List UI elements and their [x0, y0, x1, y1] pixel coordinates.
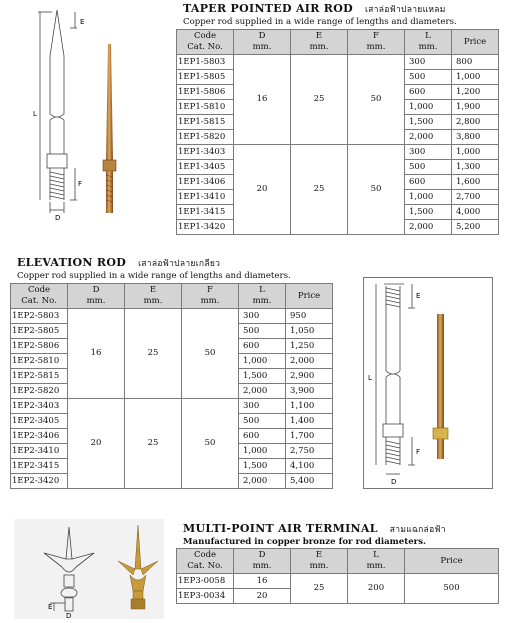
cell-code: 1EP1-5806 [177, 85, 234, 100]
table-row [11, 309, 333, 324]
cell-e: 25 [291, 55, 348, 145]
col-header-l: L mm. [239, 284, 286, 309]
cell-l: 500 [239, 414, 286, 429]
taper-rod-photo [98, 42, 128, 218]
col-header-f: F mm. [182, 284, 239, 309]
cell-price: 2,900 [286, 369, 333, 384]
cell-price: 2,700 [452, 190, 499, 205]
cell-l: 600 [405, 175, 452, 190]
cell-price: 4,100 [286, 459, 333, 474]
cell-code: 1EP3-0058 [177, 574, 234, 589]
title-thai: สามแฉกล่อฟ้า [389, 525, 446, 535]
cell-price: 1,300 [452, 160, 499, 175]
title-thai: เสาล่อฟ้าปลายแหลม [364, 5, 446, 15]
cell-price: 2,000 [286, 354, 333, 369]
cell-f: 50 [348, 145, 405, 235]
cell-d: 20 [234, 145, 291, 235]
cell-code: 1EP2-3406 [11, 429, 68, 444]
cell-l: 200 [348, 574, 405, 604]
cell-code: 1EP1-5815 [177, 115, 234, 130]
col-header-code: Code Cat. No. [177, 30, 234, 55]
cell-code: 1EP1-3406 [177, 175, 234, 190]
multi-point-table [176, 548, 499, 604]
cell-f: 50 [182, 309, 239, 399]
cell-l: 2,000 [239, 474, 286, 489]
cell-code: 1EP1-5820 [177, 130, 234, 145]
cell-l: 2,000 [239, 384, 286, 399]
table-row [177, 55, 499, 70]
cell-code: 1EP2-3420 [11, 474, 68, 489]
col-header-f: F mm. [348, 30, 405, 55]
cell-code: 1EP1-5803 [177, 55, 234, 70]
cell-l: 600 [239, 429, 286, 444]
cell-l: 1,000 [239, 354, 286, 369]
section-subtitle: Copper rod supplied in a wide range of lengths and diameters. [17, 271, 291, 281]
cell-code: 1EP1-5810 [177, 100, 234, 115]
cell-l: 2,000 [405, 130, 452, 145]
cell-e: 25 [125, 309, 182, 399]
cell-code: 1EP2-5803 [11, 309, 68, 324]
cell-code: 1EP2-3415 [11, 459, 68, 474]
multi-point-image [14, 519, 164, 619]
cell-price: 1,400 [286, 414, 333, 429]
cell-d: 16 [234, 574, 291, 589]
cell-l: 1,000 [405, 190, 452, 205]
cell-code: 1EP1-3405 [177, 160, 234, 175]
cell-l: 600 [239, 339, 286, 354]
cell-price: 1,050 [286, 324, 333, 339]
cell-l: 1,500 [239, 369, 286, 384]
cell-price: 1,000 [452, 145, 499, 160]
cell-code: 1EP1-3415 [177, 205, 234, 220]
cell-d: 16 [68, 309, 125, 399]
cell-code: 1EP2-5810 [11, 354, 68, 369]
cell-price: 2,800 [452, 115, 499, 130]
col-header-l: L mm. [405, 30, 452, 55]
dim-label-e: E [80, 18, 85, 26]
col-header-e: E mm. [291, 30, 348, 55]
cell-e: 25 [291, 145, 348, 235]
cell-l: 1,500 [405, 205, 452, 220]
cell-l: 500 [239, 324, 286, 339]
cell-d: 20 [234, 589, 291, 604]
col-header-price: Price [452, 30, 499, 55]
cell-price: 1,600 [452, 175, 499, 190]
cell-price: 1,000 [452, 70, 499, 85]
cell-l: 300 [239, 309, 286, 324]
cell-price: 1,100 [286, 399, 333, 414]
cell-code: 1EP3-0034 [177, 589, 234, 604]
cell-price: 500 [405, 574, 499, 604]
title-text: MULTI-POINT AIR TERMINAL [183, 522, 378, 535]
dim-label-e: E [416, 292, 421, 300]
dim-label-f: F [78, 180, 83, 188]
cell-price: 4,000 [452, 205, 499, 220]
dim-label-e: E [48, 603, 53, 611]
cell-price: 5,400 [286, 474, 333, 489]
cell-l: 300 [405, 145, 452, 160]
cell-code: 1EP1-3410 [177, 190, 234, 205]
cell-price: 5,200 [452, 220, 499, 235]
cell-f: 50 [182, 399, 239, 489]
cell-l: 2,000 [405, 220, 452, 235]
section-subtitle: Manufactured in copper bronze for rod diameters. [183, 537, 427, 547]
cell-l: 1,500 [405, 115, 452, 130]
cell-code: 1EP2-3403 [11, 399, 68, 414]
cell-price: 2,750 [286, 444, 333, 459]
title-text: TAPER POINTED AIR ROD [183, 2, 353, 15]
dim-label-f: F [416, 448, 421, 456]
col-header-price: Price [286, 284, 333, 309]
section-title-multi-point [183, 522, 446, 536]
col-header-code: Code Cat. No. [11, 284, 68, 309]
table-row [177, 574, 499, 589]
section-title-taper-pointed [183, 2, 446, 16]
dim-label-l: L [368, 374, 372, 382]
col-header-d: D mm. [68, 284, 125, 309]
cell-price: 1,250 [286, 339, 333, 354]
cell-code: 1EP2-5805 [11, 324, 68, 339]
col-header-d: D mm. [234, 549, 291, 574]
cell-code: 1EP2-5815 [11, 369, 68, 384]
cell-l: 500 [405, 160, 452, 175]
cell-code: 1EP1-3403 [177, 145, 234, 160]
cell-code: 1EP2-3410 [11, 444, 68, 459]
cell-price: 1,700 [286, 429, 333, 444]
cell-price: 1,900 [452, 100, 499, 115]
cell-l: 1,500 [239, 459, 286, 474]
cell-l: 600 [405, 85, 452, 100]
section-title-elevation [17, 256, 220, 270]
cell-price: 3,900 [286, 384, 333, 399]
dim-label-l: L [33, 110, 37, 118]
dim-label-d: D [391, 478, 397, 486]
col-header-code: Code Cat. No. [177, 549, 234, 574]
cell-l: 1,000 [239, 444, 286, 459]
dim-label-d: D [66, 612, 72, 619]
cell-code: 1EP1-3420 [177, 220, 234, 235]
table-header-row [11, 284, 333, 309]
col-header-e: E mm. [291, 549, 348, 574]
cell-price: 800 [452, 55, 499, 70]
cell-code: 1EP2-5820 [11, 384, 68, 399]
taper-rod-table [176, 29, 499, 235]
table-header-row [177, 549, 499, 574]
cell-l: 300 [239, 399, 286, 414]
cell-d: 20 [68, 399, 125, 489]
cell-code: 1EP2-3405 [11, 414, 68, 429]
dim-label-d: D [55, 214, 61, 222]
table-row [177, 145, 499, 160]
taper-rod-diagram [30, 6, 90, 224]
cell-f: 50 [348, 55, 405, 145]
cell-price: 1,200 [452, 85, 499, 100]
cell-e: 25 [291, 574, 348, 604]
cell-l: 1,000 [405, 100, 452, 115]
elevation-rod-image [363, 277, 493, 489]
cell-l: 500 [405, 70, 452, 85]
title-text: ELEVATION ROD [17, 256, 127, 269]
cell-d: 16 [234, 55, 291, 145]
elevation-rod-table [10, 283, 333, 489]
cell-price: 950 [286, 309, 333, 324]
cell-code: 1EP1-5805 [177, 70, 234, 85]
cell-e: 25 [125, 399, 182, 489]
col-header-l: L mm. [348, 549, 405, 574]
cell-price: 3,800 [452, 130, 499, 145]
col-header-price: Price [405, 549, 499, 574]
section-subtitle: Copper rod supplied in a wide range of lengths and diameters. [183, 17, 457, 27]
title-thai: เสาล่อฟ้าปลายเกลียว [138, 259, 221, 269]
cell-l: 300 [405, 55, 452, 70]
table-header-row [177, 30, 499, 55]
cell-code: 1EP2-5806 [11, 339, 68, 354]
table-row [11, 399, 333, 414]
col-header-d: D mm. [234, 30, 291, 55]
col-header-e: E mm. [125, 284, 182, 309]
